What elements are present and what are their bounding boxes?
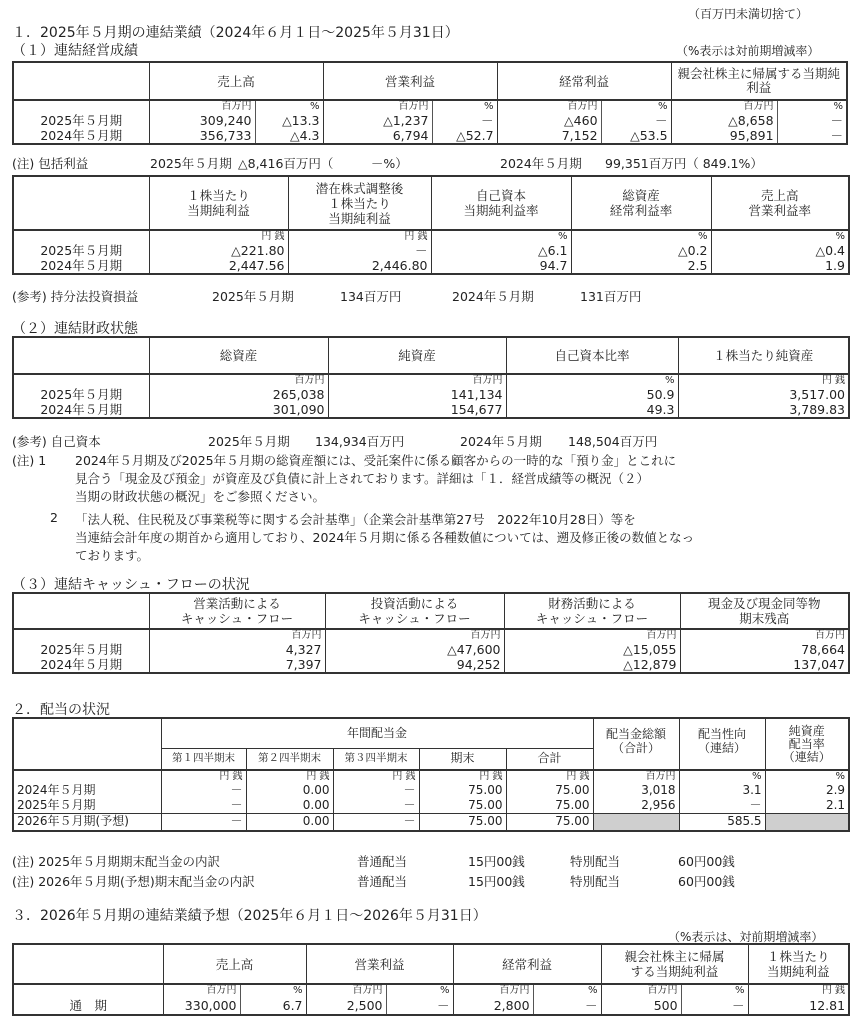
cell: 309,240 <box>149 113 255 128</box>
cell: 75.00 <box>419 798 506 814</box>
unit-label: 百万円 <box>323 100 432 113</box>
fc-header-blank <box>13 944 163 984</box>
unit-label: % <box>571 230 711 243</box>
unit-label: 円 銭 <box>419 770 506 783</box>
cell: △47,600 <box>325 642 504 657</box>
cell: － <box>681 997 748 1015</box>
cell: － <box>601 113 671 128</box>
ci-value1: △8,416百万円（ －%） <box>238 156 408 171</box>
div-note1-special-value: 60円00銭 <box>678 854 735 869</box>
cell: 49.3 <box>506 402 678 418</box>
header-ordinary-income: 経常利益 <box>497 62 671 100</box>
cell: 6.7 <box>240 997 306 1015</box>
cell: － <box>533 997 601 1015</box>
note2-number: 2 <box>50 510 58 525</box>
forecast-pct-note: （%表示は、対前期増減率） <box>668 930 824 944</box>
table-row <box>13 113 847 128</box>
unit-label: % <box>765 770 849 783</box>
unit-label: 円 銭 <box>288 230 431 243</box>
header-total-assets: 総資産 <box>149 337 328 374</box>
header-equity-ratio: 自己資本比率 <box>506 337 678 374</box>
cell: 2,956 <box>593 798 679 814</box>
unit-label: 円 銭 <box>161 770 246 783</box>
table-row <box>13 128 847 144</box>
pct-note: （%表示は対前期増減率） <box>676 44 820 58</box>
cell: 265,038 <box>149 387 328 402</box>
cell: △4.3 <box>255 128 323 144</box>
cell: 75.00 <box>506 798 593 814</box>
table-row <box>13 258 849 274</box>
cell: 95,891 <box>671 128 777 144</box>
cell: － <box>288 243 431 258</box>
cell: － <box>161 814 246 831</box>
unit-label: 円 銭 <box>506 770 593 783</box>
cell: 75.00 <box>506 783 593 798</box>
unit-label: 百万円 <box>328 374 506 387</box>
unit-label: 百万円 <box>163 984 240 997</box>
cell: △52.7 <box>432 128 497 144</box>
period-label: 2025年５月期 <box>17 798 96 812</box>
unit-label: 円 銭 <box>748 984 849 997</box>
header-total-dividend: 配当金総額 （合計） <box>593 718 679 770</box>
cell: △0.4 <box>711 243 849 258</box>
header-payout-ratio: 配当性向 （連結） <box>679 718 765 770</box>
unit-label: % <box>681 984 748 997</box>
cashflow-table <box>12 592 850 674</box>
header-investing-cf: 投資活動による キャッシュ・フロー <box>325 593 504 629</box>
period-label: 2025年５月期 <box>40 642 123 657</box>
table-row <box>13 783 849 798</box>
sub1-title: （１）連結経営成績 <box>12 43 138 59</box>
unit-label: 百万円 <box>671 100 777 113</box>
unit-label: % <box>386 984 453 997</box>
cell: 2.5 <box>571 258 711 274</box>
cell-shaded <box>765 814 849 831</box>
forecast-table <box>12 943 850 1016</box>
cell: － <box>386 997 453 1015</box>
unit-label: 百万円 <box>306 984 386 997</box>
header-roe: 自己資本 当期純利益率 <box>431 176 571 230</box>
per-share-table <box>12 175 850 275</box>
cell: △460 <box>497 113 601 128</box>
cell: 2,446.80 <box>288 258 431 274</box>
cell: △1,237 <box>323 113 432 128</box>
section2-title: ２．配当の状況 <box>12 702 110 718</box>
cell-shaded <box>593 814 679 831</box>
header-eps: １株当たり 当期純利益 <box>748 944 849 984</box>
ci-period1: 2025年５月期 <box>150 156 232 171</box>
cell: 2.9 <box>765 783 849 798</box>
ci-value2: 99,351百万円（ 849.1%） <box>605 156 763 171</box>
cell: 75.00 <box>506 814 593 831</box>
cell: 2.1 <box>765 798 849 814</box>
unit-label: % <box>777 100 847 113</box>
header-operating-cf: 営業活動による キャッシュ・フロー <box>149 593 325 629</box>
note1-line1: 2024年５月期及び2025年５月期の総資産額には、受託案件に係る顧客からの一時的な「預り金」とこれに <box>75 453 677 468</box>
header-total: 合計 <box>506 748 593 770</box>
unit-label: 百万円 <box>453 984 533 997</box>
div-note2-special-label: 特別配当 <box>570 874 621 889</box>
cell: 75.00 <box>419 783 506 798</box>
eq-value1: 134,934百万円 <box>315 434 405 449</box>
comprehensive-income-label: (注) 包括利益 <box>12 156 89 171</box>
cell: 137,047 <box>680 657 849 673</box>
cell: △53.5 <box>601 128 671 144</box>
div-note2-common-label: 普通配当 <box>357 874 408 889</box>
cell: 4,327 <box>149 642 325 657</box>
cell: 2,500 <box>306 997 386 1015</box>
cell: 3,789.83 <box>678 402 849 418</box>
cell: － <box>777 113 847 128</box>
cell: 585.5 <box>679 814 765 831</box>
cell: 7,397 <box>149 657 325 673</box>
cell: △6.1 <box>431 243 571 258</box>
table-row <box>13 657 849 673</box>
unit-label: 百万円 <box>601 984 681 997</box>
header-roa: 総資産 経常利益率 <box>571 176 711 230</box>
table-row <box>13 387 849 402</box>
unit-label: 百万円 <box>593 770 679 783</box>
header-diluted-eps: 潜在株式調整後 １株当たり 当期純利益 <box>288 176 431 230</box>
period-label: 2024年５月期 <box>17 783 96 797</box>
unit-label: % <box>506 374 678 387</box>
header-sales: 売上高 <box>163 944 306 984</box>
unit-label: % <box>431 230 571 243</box>
cell: 6,794 <box>323 128 432 144</box>
div-note1-special-label: 特別配当 <box>570 854 621 869</box>
note1-number: (注) 1 <box>12 453 47 468</box>
table-row <box>13 402 849 418</box>
period-label: 2024年５月期 <box>40 258 123 273</box>
header-net-assets: 純資産 <box>328 337 506 374</box>
unit-label: 百万円 <box>504 629 680 642</box>
cell: － <box>333 814 419 831</box>
table-row <box>13 642 849 657</box>
note2-line2: 当連結会計年度の期首から適用しており、2024年５月期に係る各種数値については、遡及修正後の数値となっ <box>75 530 695 545</box>
cell: － <box>333 798 419 814</box>
note1-line2: 見合う「現金及び預金」が資産及び負債に計上されております。詳細は「１．経営成績等の概況（２） <box>75 471 650 486</box>
cell: △8,658 <box>671 113 777 128</box>
eq-value2: 148,504百万円 <box>568 434 658 449</box>
cell: － <box>333 783 419 798</box>
header-bps: １株当たり純資産 <box>678 337 849 374</box>
eq-period1: 2025年５月期 <box>208 434 290 449</box>
cell: 2,447.56 <box>149 258 288 274</box>
cell: 1.9 <box>711 258 849 274</box>
div-note2-label: (注) 2026年５月期(予想)期末配当金の内訳 <box>12 874 255 889</box>
period-label: 2024年５月期 <box>40 402 123 417</box>
cell: 141,134 <box>328 387 506 402</box>
unit-label: 百万円 <box>497 100 601 113</box>
header-operating-income: 営業利益 <box>323 62 497 100</box>
header-operating-income: 営業利益 <box>306 944 453 984</box>
results-header-blank <box>13 62 149 100</box>
cell: △15,055 <box>504 642 680 657</box>
unit-label: % <box>711 230 849 243</box>
header-dividend-on-equity: 純資産 配当率 （連結） <box>765 718 849 770</box>
equity-ref-label: (参考) 自己資本 <box>12 434 101 449</box>
unit-label: 百万円 <box>149 374 328 387</box>
equity-method-label: (参考) 持分法投資損益 <box>12 289 139 304</box>
em-period1: 2025年５月期 <box>212 289 294 304</box>
div-note1-label: (注) 2025年５月期期末配当金の内訳 <box>12 854 221 869</box>
ci-period2: 2024年５月期 <box>500 156 582 171</box>
note2-line3: ております。 <box>75 548 150 563</box>
cell: 50.9 <box>506 387 678 402</box>
section3-title: ３．2026年５月期の連結業績予想（2025年６月１日～2026年５月31日） <box>12 908 487 924</box>
cell: － <box>679 798 765 814</box>
results-table <box>12 61 848 145</box>
cell: 12.81 <box>748 997 849 1015</box>
note2-line1: 「法人税、住民税及び事業税等に関する会計基準」（企業会計基準第27号 2022年10月28日）等を <box>75 512 636 527</box>
header-ordinary-income: 経常利益 <box>453 944 601 984</box>
unit-label: 百万円 <box>680 629 849 642</box>
cell: － <box>161 798 246 814</box>
period-label: 2024年５月期 <box>40 657 123 672</box>
cell: 3,517.00 <box>678 387 849 402</box>
cell: － <box>161 783 246 798</box>
cell: 301,090 <box>149 402 328 418</box>
sub3-title: （３）連結キャッシュ・フローの状況 <box>12 577 250 593</box>
header-net-income: 親会社株主に帰属 する当期純利益 <box>601 944 748 984</box>
period-label: 2026年５月期(予想) <box>13 814 161 831</box>
header-year-end: 期末 <box>419 748 506 770</box>
unit-label: 百万円 <box>149 629 325 642</box>
cell: 3.1 <box>679 783 765 798</box>
table-row <box>13 243 849 258</box>
dividends-table <box>12 717 850 832</box>
header-financing-cf: 財務活動による キャッシュ・フロー <box>504 593 680 629</box>
cell: △0.2 <box>571 243 711 258</box>
cell: 500 <box>601 997 681 1015</box>
header-q2: 第２四半期末 <box>246 748 333 770</box>
period-label: 2025年５月期 <box>40 243 123 258</box>
table-row <box>13 997 849 1015</box>
cell: 94.7 <box>431 258 571 274</box>
header-cash-balance: 現金及び現金同等物 期末残高 <box>680 593 849 629</box>
header-annual-dividend: 年間配当金 <box>161 718 593 748</box>
em-value1: 134百万円 <box>340 289 402 304</box>
header-q3: 第３四半期末 <box>333 748 419 770</box>
cell: 330,000 <box>163 997 240 1015</box>
period-label: 通 期 <box>69 998 107 1013</box>
div-note1-common-label: 普通配当 <box>357 854 408 869</box>
unit-label: 円 銭 <box>333 770 419 783</box>
header-eps: １株当たり 当期純利益 <box>149 176 288 230</box>
unit-label: 円 銭 <box>678 374 849 387</box>
period-label: 2025年５月期 <box>40 387 123 402</box>
cell: 7,152 <box>497 128 601 144</box>
div-note1-common-value: 15円00銭 <box>468 854 525 869</box>
cell: 3,018 <box>593 783 679 798</box>
header-sales: 売上高 <box>149 62 323 100</box>
unit-label: 円 銭 <box>246 770 333 783</box>
cell: △12,879 <box>504 657 680 673</box>
div-header-blank <box>13 718 161 770</box>
cell: 0.00 <box>246 783 333 798</box>
note1-line3: 当期の財政状態の概況」をご参照ください。 <box>75 489 326 504</box>
em-period2: 2024年５月期 <box>452 289 534 304</box>
cell: 0.00 <box>246 798 333 814</box>
cf-header-blank <box>13 593 149 629</box>
eq-period2: 2024年５月期 <box>460 434 542 449</box>
cell: － <box>777 128 847 144</box>
cell: 2,800 <box>453 997 533 1015</box>
unit-label: % <box>679 770 765 783</box>
cell: 356,733 <box>149 128 255 144</box>
unit-label: 円 銭 <box>149 230 288 243</box>
em-value2: 131百万円 <box>580 289 642 304</box>
per-share-header-blank <box>13 176 149 230</box>
unit-label: % <box>601 100 671 113</box>
rounding-note: （百万円未満切捨て） <box>688 7 809 21</box>
sub2-title: （２）連結財政状態 <box>12 321 138 337</box>
header-net-income: 親会社株主に帰属する当期純利益 <box>671 62 847 100</box>
fp-header-blank <box>13 337 149 374</box>
section1-title: １．2025年５月期の連結業績（2024年６月１日～2025年５月31日） <box>12 25 459 41</box>
unit-label: 百万円 <box>325 629 504 642</box>
cell: △13.3 <box>255 113 323 128</box>
cell: 75.00 <box>419 814 506 831</box>
period-label: 2025年５月期 <box>40 113 123 128</box>
div-note2-common-value: 15円00銭 <box>468 874 525 889</box>
cell: △221.80 <box>149 243 288 258</box>
unit-label: % <box>240 984 306 997</box>
table-row-forecast <box>13 814 849 831</box>
period-label: 2024年５月期 <box>40 128 123 143</box>
cell: 0.00 <box>246 814 333 831</box>
header-op-margin: 売上高 営業利益率 <box>711 176 849 230</box>
unit-label: % <box>533 984 601 997</box>
financial-position-table <box>12 336 850 419</box>
unit-label: 百万円 <box>149 100 255 113</box>
unit-label: % <box>255 100 323 113</box>
div-note2-special-value: 60円00銭 <box>678 874 735 889</box>
cell: 78,664 <box>680 642 849 657</box>
cell: 154,677 <box>328 402 506 418</box>
cell: 94,252 <box>325 657 504 673</box>
table-row <box>13 798 849 814</box>
cell: － <box>432 113 497 128</box>
header-q1: 第１四半期末 <box>161 748 246 770</box>
unit-label: % <box>432 100 497 113</box>
